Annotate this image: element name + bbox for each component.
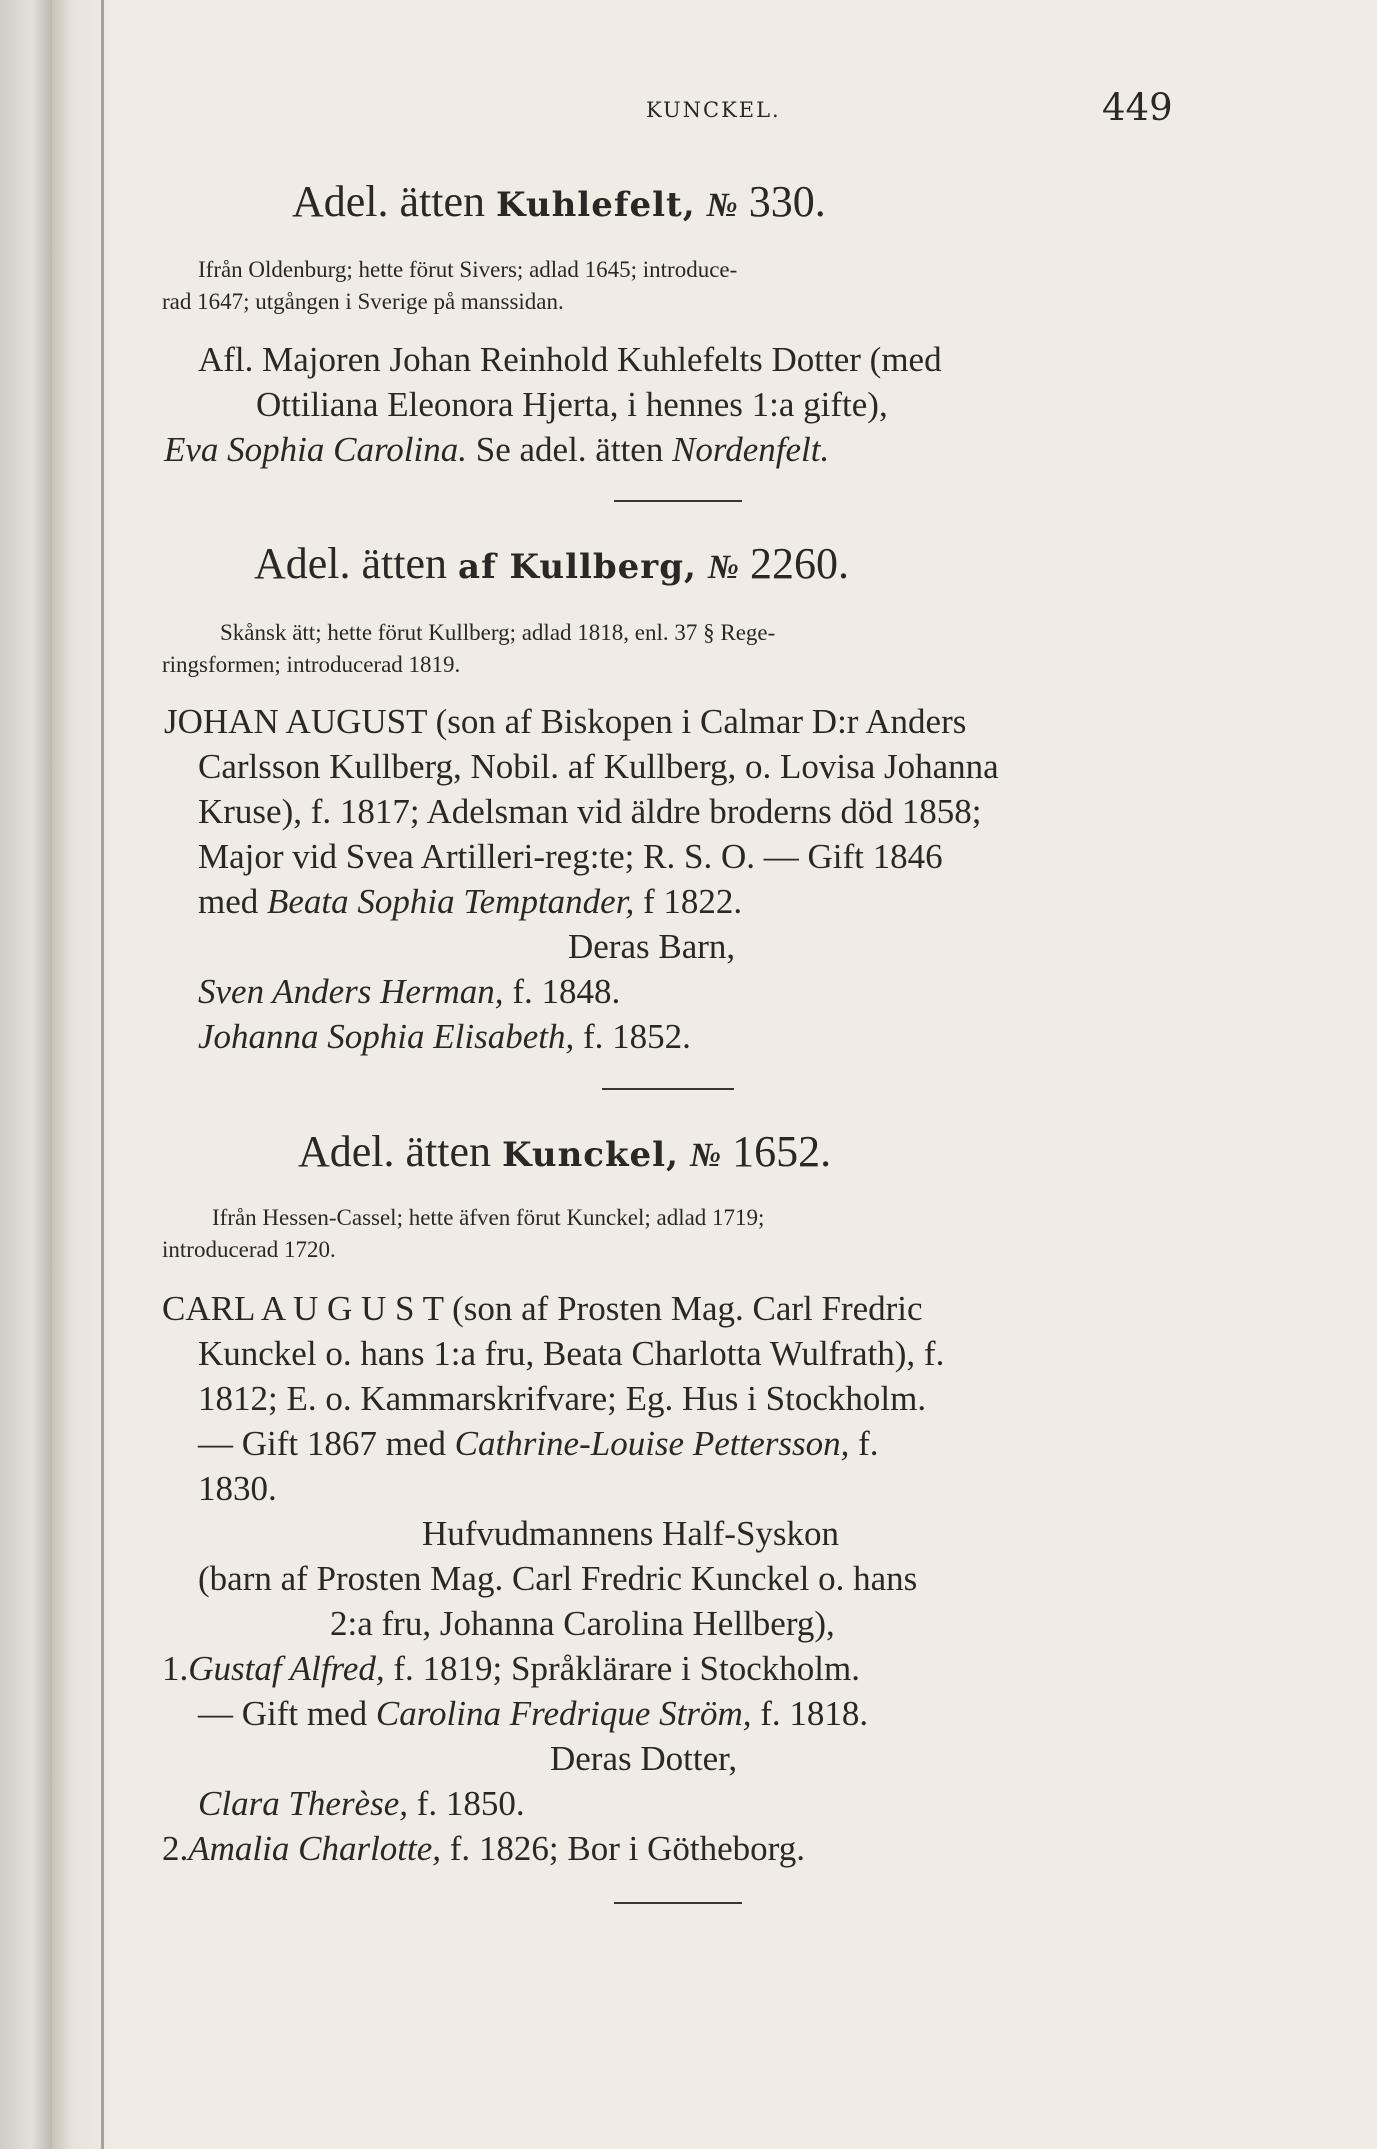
intro-line: introducerad 1720.: [162, 1237, 336, 1262]
book-spine: [0, 0, 52, 2149]
text-line: JOHAN AUGUST (son af Biskopen i Calmar D:r Anders: [164, 702, 967, 741]
text-line: — Gift 1867 med Cathrine-Louise Pettersson, f.: [198, 1424, 879, 1463]
section-divider: [614, 1902, 742, 1904]
intro-line: Skånsk ätt; hette förut Kullberg; adlad 1818, enl. 37 § Rege-: [220, 620, 776, 645]
book-page: [112, 0, 1377, 2149]
sibling-entry: 1.Gustaf Alfred, f. 1819; Språklärare i Stockholm.: [162, 1649, 860, 1688]
text-line: Kunckel o. hans 1:a fru, Beata Charlotta Wulfrath), f.: [198, 1334, 945, 1373]
section-title-kunckel: Adel. ätten Kunckel, № 1652.: [298, 1127, 832, 1176]
text-line: 1812; E. o. Kammarskrifvare; Eg. Hus i Stockholm.: [198, 1379, 927, 1418]
text-line: Major vid Svea Artilleri-reg:te; R. S. O. — Gift 1846: [198, 837, 943, 876]
text-line: Kruse), f. 1817; Adelsman vid äldre broderns död 1858;: [198, 792, 982, 831]
daughter-heading: Deras Dotter,: [550, 1739, 738, 1778]
text-line: med Beata Sophia Temptander, f 1822.: [198, 882, 743, 921]
half-siblings-heading: Hufvudmannens Half-Syskon: [422, 1514, 840, 1553]
child-entry: Johanna Sophia Elisabeth, f. 1852.: [198, 1017, 691, 1056]
text-line: Eva Sophia Carolina. Se adel. ätten Nordenfelt.: [164, 430, 830, 469]
section-divider: [602, 1088, 734, 1090]
section-title-kuhlefelt: Adel. ätten Kuhlefelt, № 330.: [292, 177, 826, 226]
text-line: (barn af Prosten Mag. Carl Fredric Kunckel o. hans: [198, 1559, 918, 1598]
text-line: — Gift med Carolina Fredrique Ström, f. 1818.: [198, 1694, 869, 1733]
text-line: 1830.: [198, 1469, 277, 1508]
intro-line: Ifrån Oldenburg; hette förut Sivers; adlad 1645; introduce-: [198, 257, 738, 282]
intro-line: Ifrån Hessen-Cassel; hette äfven förut Kunckel; adlad 1719;: [212, 1205, 765, 1230]
gutter-line: [101, 0, 104, 2149]
section-title-kullberg: Adel. ätten af Kullberg, № 2260.: [254, 539, 849, 588]
text-line: CARL A U G U S T (son af Prosten Mag. Carl Fredric: [162, 1289, 923, 1328]
text-line: Afl. Majoren Johan Reinhold Kuhlefelts Dotter (med: [198, 340, 942, 379]
text-line: Carlsson Kullberg, Nobil. af Kullberg, o. Lovisa Johanna: [198, 747, 999, 786]
sibling-entry: 2.Amalia Charlotte, f. 1826; Bor i Götheborg.: [162, 1829, 805, 1868]
child-entry: Sven Anders Herman, f. 1848.: [198, 972, 621, 1011]
intro-line: ringsformen; introducerad 1819.: [162, 652, 461, 677]
children-heading: Deras Barn,: [568, 927, 736, 966]
section-divider: [614, 500, 742, 502]
intro-line: rad 1647; utgången i Sverige på manssidan.: [162, 289, 564, 314]
page-number: 449: [1102, 86, 1173, 129]
text-line: Ottiliana Eleonora Hjerta, i hennes 1:a gifte),: [256, 385, 888, 424]
running-head: KUNCKEL.: [646, 98, 781, 122]
child-entry: Clara Therèse, f. 1850.: [198, 1784, 525, 1823]
text-line: 2:a fru, Johanna Carolina Hellberg),: [330, 1604, 835, 1643]
